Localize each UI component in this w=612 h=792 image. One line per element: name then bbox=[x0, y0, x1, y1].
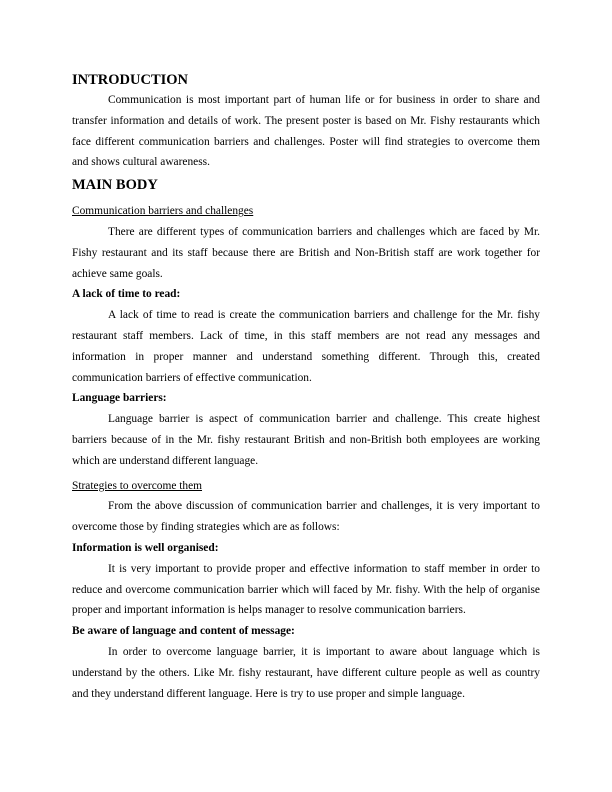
language-barriers-heading: Language barriers: bbox=[72, 392, 167, 405]
be-aware-paragraph: In order to overcome language barrier, it is important to aware about language which is understand by the others. Like Mr. fishy restaurant, have different culture people as well as country and they understand different language. Here is try to use proper and simple language. bbox=[72, 645, 540, 700]
language-barriers-paragraph: Language barrier is aspect of communication barrier and challenge. This create highest barriers because of in the Mr. fishy restaurant British and non-British both employees are working which are understand different language. bbox=[72, 413, 540, 467]
barriers-subheading: Communication barriers and challenges bbox=[72, 205, 254, 218]
main-body-heading: MAIN BODY bbox=[72, 177, 158, 194]
document-page bbox=[72, 70, 540, 704]
well-organised-paragraph: It is very important to provide proper and effective information to staff member in order to reduce and overcome communication barrier which will faced by Mr. fishy. With the help of organise proper and important information is helps manager to resolve communication barriers. bbox=[72, 562, 540, 617]
well-organised-heading: Information is well organised: bbox=[72, 541, 219, 554]
strategies-paragraph: From the above discussion of communication barrier and challenges, it is very important to overcome those by finding strategies which are as follows: bbox=[72, 500, 540, 534]
introduction-paragraph: Communication is most important part of human life or for business in order to share and transfer information and details of work. The present poster is based on Mr. Fishy restaurants which face different communication barriers and challenges. Poster will find strategies to overcome them and shows cultural awareness. bbox=[72, 94, 540, 169]
introduction-heading: INTRODUCTION bbox=[72, 72, 189, 88]
lack-of-time-paragraph: A lack of time to read is create the communication barriers and challenge for the Mr. fishy restaurant staff members. Lack of time, in this staff members are not read any messages and information in proper manner and understand something different. Through this, created communication barriers of effective communication. bbox=[72, 309, 540, 384]
lack-of-time-heading: A lack of time to read: bbox=[72, 288, 181, 301]
strategies-subheading: Strategies to overcome them bbox=[72, 479, 203, 492]
be-aware-heading: Be aware of language and content of message: bbox=[72, 625, 295, 638]
barriers-paragraph: There are different types of communication barriers and challenges which are faced by Mr. Fishy restaurant and its staff because there are British and Non-British staff are work together for achieve same goals. bbox=[72, 225, 540, 280]
